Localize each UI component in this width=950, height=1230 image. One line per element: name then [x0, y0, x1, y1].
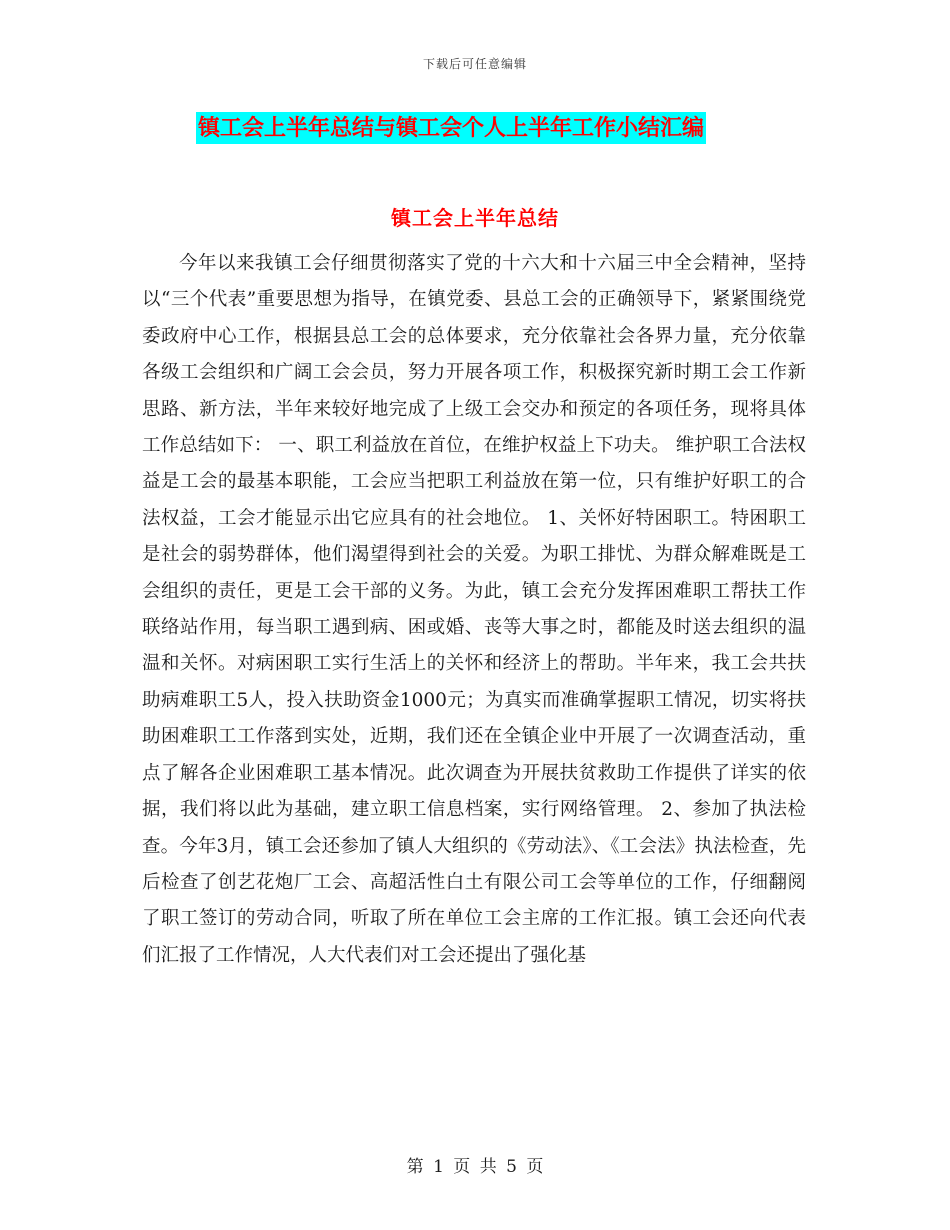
- body-paragraph: 今年以来我镇工会仔细贯彻落实了党的十六大和十六届三中全会精神，坚持以“三个代表”重要思想为指导，在镇党委、县总工会的正确领导下，紧紧围绕党委政府中心工作，根据县总工会的总体要求，充分依靠社会各界力量，充分依靠各级工会组织和广阔工会会员，努力开展各项工作，积极探究新时期工会工作新思路、新方法，半年来较好地完成了上级工会交办和预定的各项任务，现将具体工作总结如下： 一、职工利益放在首位，在维护权益上下功夫。 维护职工合法权益是工会的最基本职能，工会应当把职工利益放在第一位，只有维护好职工的合法权益，工会才能显示出它应具有的社会地位。 1、关怀好特困职工。特困职工是社会的弱势群体，他们渴望得到社会的关爱。为职工排忧、为群众解难既是工会组织的责任，更是工会干部的义务。为此，镇工会充分发挥困难职工帮扶工作联络站作用，每当职工遇到病、困或婚、丧等大事之时，都能及时送去组织的温温和关怀。对病困职工实行生活上的关怀和经济上的帮助。半年来，我工会共扶助病难职工5人，投入扶助资金1000元；为真实而准确掌握职工情况，切实将扶助困难职工工作落到实处，近期，我们还在全镇企业中开展了一次调查活动，重点了解各企业困难职工基本情况。此次调查为开展扶贫救助工作提供了详实的依据，我们将以此为基础，建立职工信息档案，实行网络管理。 2、参加了执法检查。今年3月，镇工会还参加了镇人大组织的《劳动法》、《工会法》执法检查，先后检查了创艺花炮厂工会、高超活性白土有限公司工会等单位的工作，仔细翻阅了职工签订的劳动合同，听取了所在单位工会主席的工作汇报。镇工会还向代表们汇报了工作情况，人大代表们对工会还提出了强化基: [142, 253, 806, 966]
- section-title: 镇工会上半年总结: [391, 206, 559, 230]
- header-note: 下载后可任意编辑: [422, 57, 527, 71]
- document-title: 镇工会上半年总结与镇工会个人上半年工作小结汇编: [196, 112, 706, 144]
- page-number-footer: 第 1 页 共 5 页: [406, 1157, 544, 1177]
